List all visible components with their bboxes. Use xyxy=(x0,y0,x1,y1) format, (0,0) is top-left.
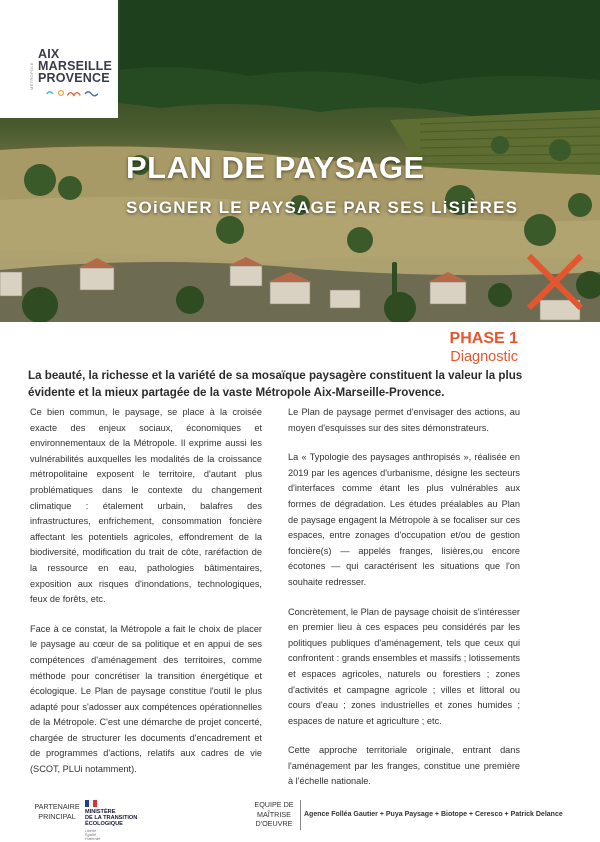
hero-title: PLAN DE PAYSAGE xyxy=(126,150,425,185)
motto-line: Fraternité xyxy=(85,837,101,842)
logo-line-1: AIX xyxy=(38,47,60,61)
ministry-line: DE LA TRANSITION xyxy=(85,815,138,822)
motto-line: Égalité xyxy=(85,833,96,838)
partner-label xyxy=(30,802,84,822)
ministry-line: ÉCOLOGIQUE xyxy=(85,821,123,828)
motto-line: Liberté xyxy=(85,829,96,833)
ministry-motto xyxy=(85,829,100,842)
ministry-logo[interactable] xyxy=(85,809,137,828)
moe-label-line: MAÎTRISE xyxy=(257,809,291,819)
republique-francaise-flag-icon xyxy=(85,800,97,807)
divider xyxy=(300,800,301,830)
phase-subtitle: Diagnostic xyxy=(450,349,518,365)
logo-line-3: PROVENCE xyxy=(38,71,110,85)
left-column xyxy=(30,405,262,792)
moe-label-line: D'OEUVRE xyxy=(255,819,293,828)
hero-subtitle: SOiGNER LE PAYSAGE PAR SES LiSiÈRES xyxy=(126,198,519,217)
paragraph: Le Plan de paysage permet d'envisager des actions, au moyen d'esquisses sur des sites démonstrateurs. xyxy=(288,407,520,433)
cross-mark-icon xyxy=(523,250,587,314)
moe-team: Agence Folléa Gautier + Puya Paysage + Biotope + Ceresco + Patrick Delance xyxy=(304,811,563,818)
phase-block xyxy=(450,330,518,365)
logo-side-text: MÉTROPOLE xyxy=(29,62,34,90)
paragraph: Concrètement, le Plan de paysage choisit de s'intéresser en premier lieu à ces espaces peu considérés par les politiques publiques d'aménagement, tels que ceux qui confrontent : grands ensembles et massifs ; lotissements et espaces agricoles, naturels ou forestiers ; zones d'activités et campagne agricole ; villes et littoral ou cours d'eau ; zones industrielles et zones humides ; espaces de nature et agriculture ; etc. xyxy=(288,606,520,726)
phase-title: PHASE 1 xyxy=(449,330,518,347)
paragraph: La « Typologie des paysages anthropisés », réalisée en 2019 par les agences d'urbanisme, désigne les secteurs d'interfaces comme étant les plus vulnérables aux formes de dégradation. Les études préalables au Plan de paysage engagent la Métropole à se focaliser sur ces espaces, entre zonages d'occupation et/ou de gestion foncière(s) — appelés franges, lisières,ou encore écotones — qui caractérisent les situations que l'on souhaite redresser. xyxy=(288,452,520,587)
paragraph: Cette approche territoriale originale, entrant dans l'aménagement par les franges, constitue une première à l'échelle nationale. xyxy=(288,745,520,787)
intro-paragraph: La beauté, la richesse et la variété de sa mosaïque paysagère constituent la valeur la plus évidente et la mieux partagée de la vaste Métropole Aix-Marseille-Provence. xyxy=(28,369,523,399)
partner-label-line: PRINCIPAL xyxy=(38,812,76,821)
metropole-logo[interactable] xyxy=(0,0,118,118)
paragraph: Face à ce constat, la Métropole a fait le choix de placer le paysage au cœur de sa politique et en appui de ses compétences d'aménagement des territoires, comme méthode pour concrétiser la transition énergétique et écologique. Le Plan de paysage constitue l'outil le plus adapté pour s'adosser aux compétences opérationnelles de la Métropole. C'est une démarche de projet concerté, chargée de structurer les documents d'encadrement et de programmes d'actions, relatifs aux cadres de vie (SCOT, PLUi notamment). xyxy=(30,623,262,775)
ministry-line: MINISTÈRE xyxy=(85,809,116,815)
logo-wave-icon xyxy=(38,89,108,97)
right-column xyxy=(288,405,520,804)
footer xyxy=(0,794,600,842)
logo-line-2: MARSEILLE xyxy=(38,59,113,73)
partner-label-line: PARTENAIRE xyxy=(34,802,80,811)
moe-label-line: EQUIPE DE xyxy=(254,800,294,809)
moe-label xyxy=(250,800,298,829)
paragraph: Ce bien commun, le paysage, se place à la croisée exacte des enjeux sociaux, économiques et environnementaux de la Métropole. Il exprime aussi les vulnérabilités auxquelles les modalités de la croissance métropolitaine exposent le territoire, d'autant plus problématiques dans le contexte du changement climatique : étalement urbain, balafres des infrastructures, enfrichement, consommation foncière affectant les potentiels agricoles, effondrement de la biodiversité, modification du trait de côte, raréfaction de la ressource en eau, pathologies bâtimentaires, exposition aux risques d'inondations, technologiques, feux de forêts, etc. xyxy=(30,407,262,605)
